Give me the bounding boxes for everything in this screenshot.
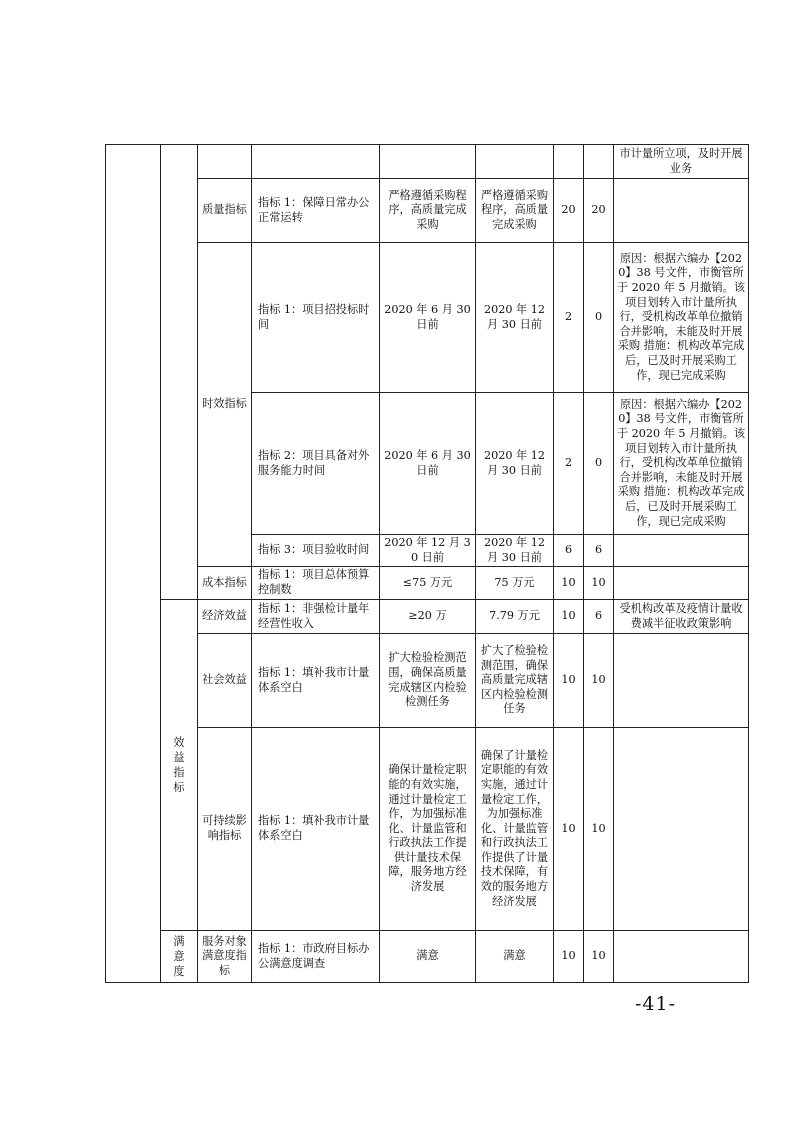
target-cell: 2020 年 12 月 30 日前 — [380, 535, 476, 567]
score-cell: 6 — [584, 535, 614, 567]
indicator-cell: 指标 3：项目验收时间 — [252, 535, 380, 567]
weight-cell: 2 — [554, 393, 584, 535]
weight-cell: 20 — [554, 179, 584, 243]
actual-cell: 2020 年 12 月 30 日前 — [476, 243, 554, 393]
table-row — [106, 243, 749, 393]
target-cell: 2020 年 6 月 30 日前 — [380, 393, 476, 535]
score-cell: 20 — [584, 179, 614, 243]
category-cell: 可持续影响指标 — [198, 728, 252, 931]
score-cell: 0 — [584, 243, 614, 393]
target-cell: 扩大检验检测范围，确保高质量完成辖区内检验检测任务 — [380, 634, 476, 728]
actual-cell: 扩大了检验检测范围，确保高质量完成辖区内检验检测任务 — [476, 634, 554, 728]
weight-cell: 10 — [554, 728, 584, 931]
target-cell: 确保计量检定职能的有效实施，通过计量检定工作，为加强标准化、计量监管和行政执法工作提供计量技术保障，服务地方经济发展 — [380, 728, 476, 931]
target-cell: ≥20 万 — [380, 600, 476, 634]
score-cell: 10 — [584, 931, 614, 983]
page-number: -41- — [635, 993, 677, 1015]
satisfaction-group-label: 满意度 — [173, 935, 185, 978]
category-cell: 成本指标 — [198, 567, 252, 600]
target-cell: 严格遵循采购程序，高质量完成采购 — [380, 179, 476, 243]
note-cell: 原因：根据六编办【2020】38 号文件，市衡管所于 2020 年 5 月撤销。该项目划转入市计量所执行，受机构改革单位撤销合并影响，未能及时开展采购 措施：机构改革完成后，已及时开展采购工作，现已完成采购 — [614, 393, 749, 535]
score-cell: 10 — [584, 567, 614, 600]
note-cell — [614, 535, 749, 567]
table-row — [106, 931, 749, 983]
note-cell: 受机构改革及疫情计量收费减半征收政策影响 — [614, 600, 749, 634]
note-cell — [614, 567, 749, 600]
actual-cell: 2020 年 12 月 30 日前 — [476, 393, 554, 535]
table-row — [106, 600, 749, 634]
table-row — [106, 728, 749, 931]
indicator-cell: 指标 1：市政府目标办公满意度调查 — [252, 931, 380, 983]
actual-cell: 严格遵循采购程序，高质量完成采购 — [476, 179, 554, 243]
category-cell: 服务对象满意度指标 — [198, 931, 252, 983]
indicator-cell: 指标 1：填补我市计量体系空白 — [252, 634, 380, 728]
category-cell: 经济效益 — [198, 600, 252, 634]
weight-cell: 10 — [554, 634, 584, 728]
weight-cell: 10 — [554, 931, 584, 983]
score-cell: 10 — [584, 728, 614, 931]
table-row-continued — [106, 145, 749, 179]
indicator-cell: 指标 1：保障日常办公正常运转 — [252, 179, 380, 243]
weight-cell: 6 — [554, 535, 584, 567]
benefit-group-label: 效益指标 — [173, 736, 185, 794]
outer-category-cell — [106, 145, 161, 983]
score-cell: 0 — [584, 393, 614, 535]
indicator-cell: 指标 1：项目招投标时间 — [252, 243, 380, 393]
table-row — [106, 567, 749, 600]
category-cell: 社会效益 — [198, 634, 252, 728]
indicator-cell: 指标 1：填补我市计量体系空白 — [252, 728, 380, 931]
score-cell: 6 — [584, 600, 614, 634]
indicator-cell: 指标 2：项目具备对外服务能力时间 — [252, 393, 380, 535]
indicator-cell: 指标 1：项目总体预算控制数 — [252, 567, 380, 600]
weight-cell: 10 — [554, 600, 584, 634]
category-cell: 质量指标 — [198, 179, 252, 243]
note-cell: 市计量所立项，及时开展业务 — [614, 145, 749, 179]
actual-cell: 75 万元 — [476, 567, 554, 600]
indicator-cell: 指标 1：非强检计量年经营性收入 — [252, 600, 380, 634]
note-cell — [614, 179, 749, 243]
note-cell — [614, 634, 749, 728]
target-cell: ≤75 万元 — [380, 567, 476, 600]
benefit-group-cell — [161, 600, 198, 931]
weight-cell: 2 — [554, 243, 584, 393]
actual-cell: 满意 — [476, 931, 554, 983]
note-cell — [614, 931, 749, 983]
performance-table — [105, 144, 749, 983]
note-cell — [614, 728, 749, 931]
target-cell: 2020 年 6 月 30 日前 — [380, 243, 476, 393]
satisfaction-group-cell — [161, 931, 198, 983]
table-row — [106, 179, 749, 243]
target-cell: 满意 — [380, 931, 476, 983]
weight-cell: 10 — [554, 567, 584, 600]
score-cell: 10 — [584, 634, 614, 728]
table-row — [106, 634, 749, 728]
actual-cell: 2020 年 12 月 30 日前 — [476, 535, 554, 567]
output-group-cell — [161, 145, 198, 600]
note-cell: 原因：根据六编办【2020】38 号文件，市衡管所于 2020 年 5 月撤销。该项目划转入市计量所执行，受机构改革单位撤销合并影响，未能及时开展采购 措施：机构改革完成后，已及时开展采购工作，现已完成采购 — [614, 243, 749, 393]
actual-cell: 确保了计量检定职能的有效实施，通过计量检定工作，为加强标准化、计量监管和行政执法工作提供了计量技术保障，有效的服务地方经济发展 — [476, 728, 554, 931]
category-cell: 时效指标 — [198, 243, 252, 567]
actual-cell: 7.79 万元 — [476, 600, 554, 634]
